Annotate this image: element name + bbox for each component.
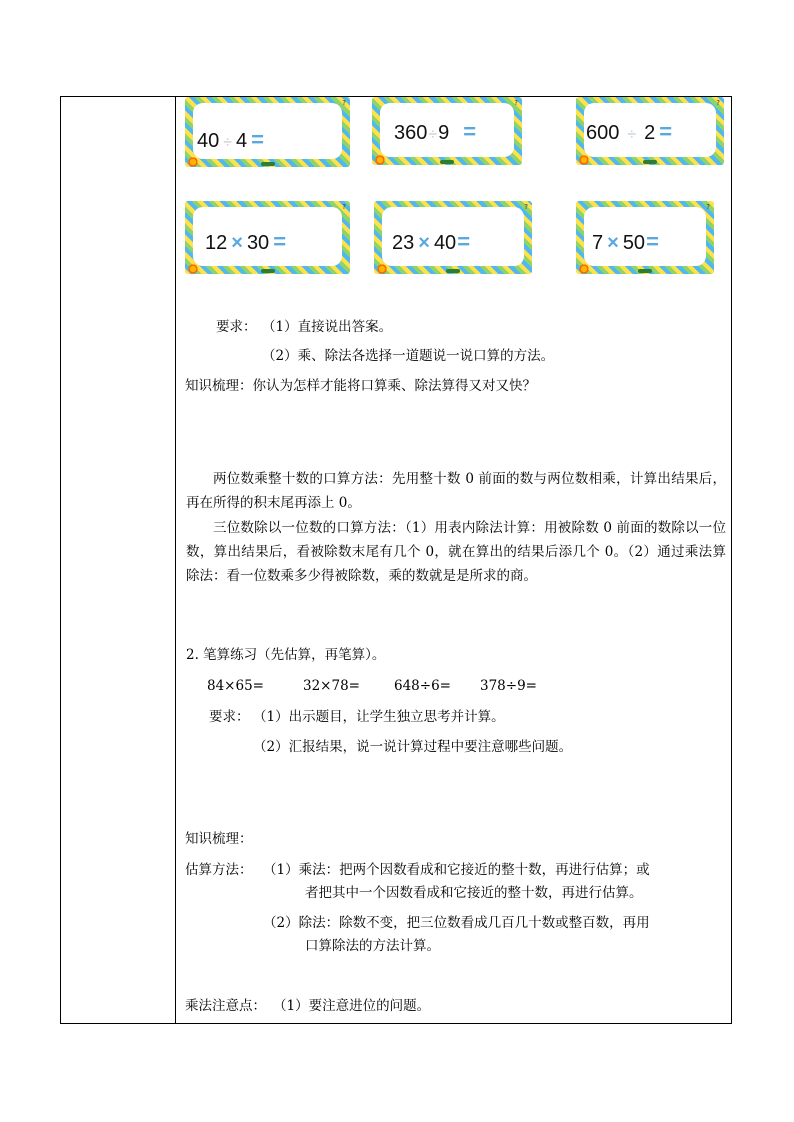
operand: 2 — [644, 122, 656, 144]
operand: 7 — [592, 232, 604, 254]
question-badge-icon: ? — [706, 203, 710, 211]
equals-sign: = — [659, 119, 673, 144]
operator: ÷ — [627, 126, 637, 143]
operand: 4 — [236, 130, 248, 152]
problem-item: 32×78= — [303, 678, 360, 694]
operator: × — [231, 232, 243, 254]
problem-item: 648÷6= — [394, 678, 451, 694]
sun-icon — [187, 157, 199, 167]
requirement-label: 要求： — [209, 709, 250, 725]
flash-card — [576, 201, 714, 274]
operator: × — [418, 232, 430, 254]
knowledge-review-heading: 知识梳理： — [185, 831, 253, 847]
question-badge-icon: ? — [524, 203, 528, 211]
requirement-item: （1）直接说出答案。 — [262, 319, 393, 335]
equals-sign: = — [457, 229, 471, 254]
card-expression — [586, 119, 672, 145]
operand: 30 — [246, 232, 270, 254]
operator: × — [607, 232, 619, 254]
operator: ÷ — [428, 126, 438, 143]
operand: 40 — [197, 130, 220, 152]
section-title: 2. 笔算练习（先估算，再笔算）。 — [186, 647, 386, 663]
problem-item: 84×65= — [207, 678, 264, 694]
equals-sign: = — [273, 229, 287, 254]
operand: 50 — [622, 232, 646, 254]
flash-card — [374, 201, 532, 274]
operand: 12 — [205, 232, 228, 254]
requirement-item: （2）乘、除法各选择一道题说一说口算的方法。 — [262, 348, 555, 364]
estimate-rule: 者把其中一个因数看成和它接近的整十数，再进行估算。 — [305, 885, 643, 901]
equals-sign: = — [463, 119, 477, 144]
estimate-method-label: 估算方法： — [185, 862, 253, 878]
operand: 23 — [392, 232, 415, 254]
flash-card — [185, 97, 350, 167]
operand: 600 — [586, 122, 620, 144]
estimate-rule: （1）乘法：把两个因数看成和它接近的整十数，再进行估算；或 — [263, 862, 650, 878]
flash-card — [185, 201, 350, 274]
sun-icon — [578, 264, 590, 274]
sun-icon — [578, 155, 590, 165]
table-column-divider — [175, 96, 176, 1024]
estimate-rule: （2）除法：除数不变，把三位数看成几百几十数或整百数，再用 — [263, 915, 650, 931]
operand: 360 — [394, 122, 428, 144]
card-expression — [392, 229, 470, 255]
requirement-item: （1）出示题目，让学生独立思考并计算。 — [253, 709, 505, 725]
question-badge-icon: ? — [514, 99, 518, 107]
card-expression — [205, 229, 286, 255]
knowledge-review-heading: 知识梳理：你认为怎样才能将口算乘、除法算得又对又快？ — [185, 378, 536, 394]
requirement-label: 要求： — [216, 319, 257, 335]
multiplication-note-label: 乘法注意点： — [185, 998, 266, 1014]
sun-icon — [374, 155, 386, 165]
flash-card — [576, 97, 724, 165]
question-badge-icon: ? — [342, 99, 346, 107]
flash-card — [372, 97, 522, 165]
sun-icon — [376, 264, 388, 274]
sun-icon — [187, 264, 199, 274]
method-paragraph: 两位数乘整十数的口算方法：先用整十数 0 前面的数与两位数相乘，计算出结果后，再在所得的积末尾再添上 0。 — [186, 471, 726, 511]
method-paragraph: 三位数除以一位数的口算方法：（1）用表内除法计算：用被除数 0 前面的数除以一位数，算出结果后，看被除数末尾有几个 0，就在算出的结果后添几个 0。（2）通过乘法算除法：看一位数乘多少得被除数，乘的数就是是所求的商。 — [186, 520, 726, 584]
operator: ÷ — [223, 134, 233, 151]
card-expression — [592, 229, 659, 255]
requirement-item: （2）汇报结果，说一说计算过程中要注意哪些问题。 — [253, 739, 573, 755]
multiplication-note: （1）要注意进位的问题。 — [273, 998, 431, 1014]
equals-sign: = — [251, 127, 265, 152]
question-badge-icon: ? — [716, 99, 720, 107]
operand: 9 — [438, 122, 450, 144]
card-expression — [197, 127, 264, 153]
question-badge-icon: ? — [342, 203, 346, 211]
operand: 40 — [433, 232, 457, 254]
estimate-rule: 口算除法的方法计算。 — [305, 938, 440, 954]
problem-item: 378÷9= — [480, 678, 537, 694]
card-expression — [394, 119, 476, 145]
equals-sign: = — [646, 229, 659, 254]
